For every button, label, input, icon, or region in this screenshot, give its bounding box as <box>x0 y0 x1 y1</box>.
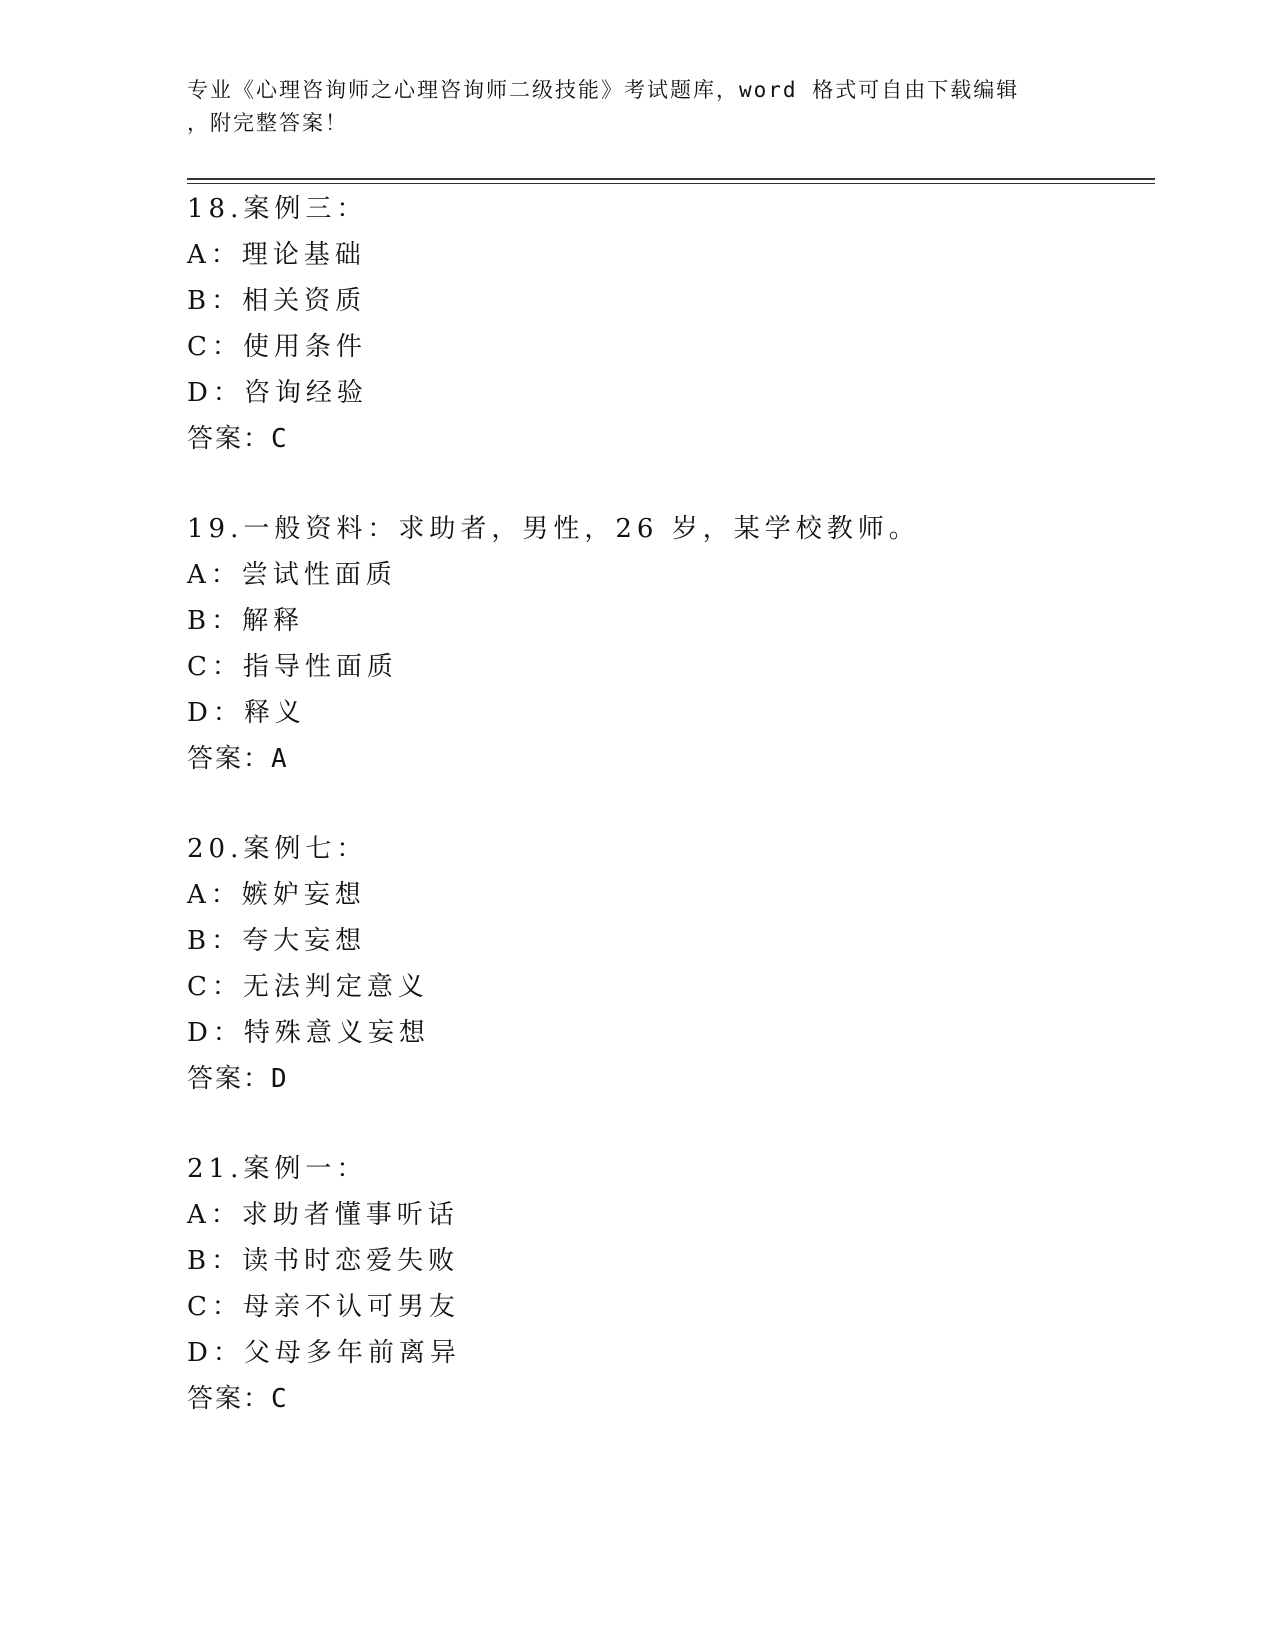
answer-value: C <box>271 1384 289 1414</box>
question-block-18 <box>187 186 1087 462</box>
answer-line <box>187 736 1087 782</box>
question-block-21 <box>187 1146 1087 1422</box>
answer-value: D <box>271 1064 289 1094</box>
answer-value: C <box>271 424 289 454</box>
answer-label: 答案： <box>187 424 272 454</box>
question-stem: 21.案例一： <box>187 1154 368 1184</box>
answer-label: 答案： <box>187 1384 272 1414</box>
answer-value: A <box>271 744 289 774</box>
option-a: A：嫉妒妄想 <box>187 880 366 910</box>
option-b: B：读书时恋爱失败 <box>187 1246 460 1276</box>
question-block-20 <box>187 826 1087 1102</box>
option-b: B：夸大妄想 <box>187 926 367 956</box>
question-block-19 <box>187 506 1087 782</box>
option-a: A：求助者懂事听话 <box>187 1200 459 1230</box>
option-d: D：释义 <box>187 698 306 728</box>
option-c: C：母亲不认可男友 <box>187 1292 460 1322</box>
answer-label: 答案： <box>187 744 272 774</box>
option-b: B：解释 <box>187 606 305 636</box>
option-c: C：使用条件 <box>187 332 367 362</box>
option-d: D：特殊意义妄想 <box>187 1018 430 1048</box>
answer-line <box>187 1376 1087 1422</box>
option-c: C：指导性面质 <box>187 652 398 682</box>
option-a: A：理论基础 <box>187 240 366 270</box>
option-b: B：相关资质 <box>187 286 367 316</box>
header-line-2: ，附完整答案！ <box>187 111 348 135</box>
option-c: C：无法判定意义 <box>187 972 429 1002</box>
header-line-1: 专业《心理咨询师之心理咨询师二级技能》考试题库，word 格式可自由下载编辑 <box>187 78 1020 102</box>
question-stem: 20.案例七： <box>187 834 368 864</box>
header-divider-thin <box>187 183 1155 184</box>
option-a: A：尝试性面质 <box>187 560 397 590</box>
question-stem: 18.案例三： <box>187 194 368 224</box>
document-header <box>187 74 1087 140</box>
option-d: D：咨询经验 <box>187 378 368 408</box>
answer-label: 答案： <box>187 1064 272 1094</box>
header-divider-thick <box>187 178 1155 180</box>
answer-line <box>187 416 1087 462</box>
question-stem: 19.一般资料：求助者，男性，26 岁，某学校教师。 <box>187 514 920 544</box>
option-d: D：父母多年前离异 <box>187 1338 461 1368</box>
answer-line <box>187 1056 1087 1102</box>
